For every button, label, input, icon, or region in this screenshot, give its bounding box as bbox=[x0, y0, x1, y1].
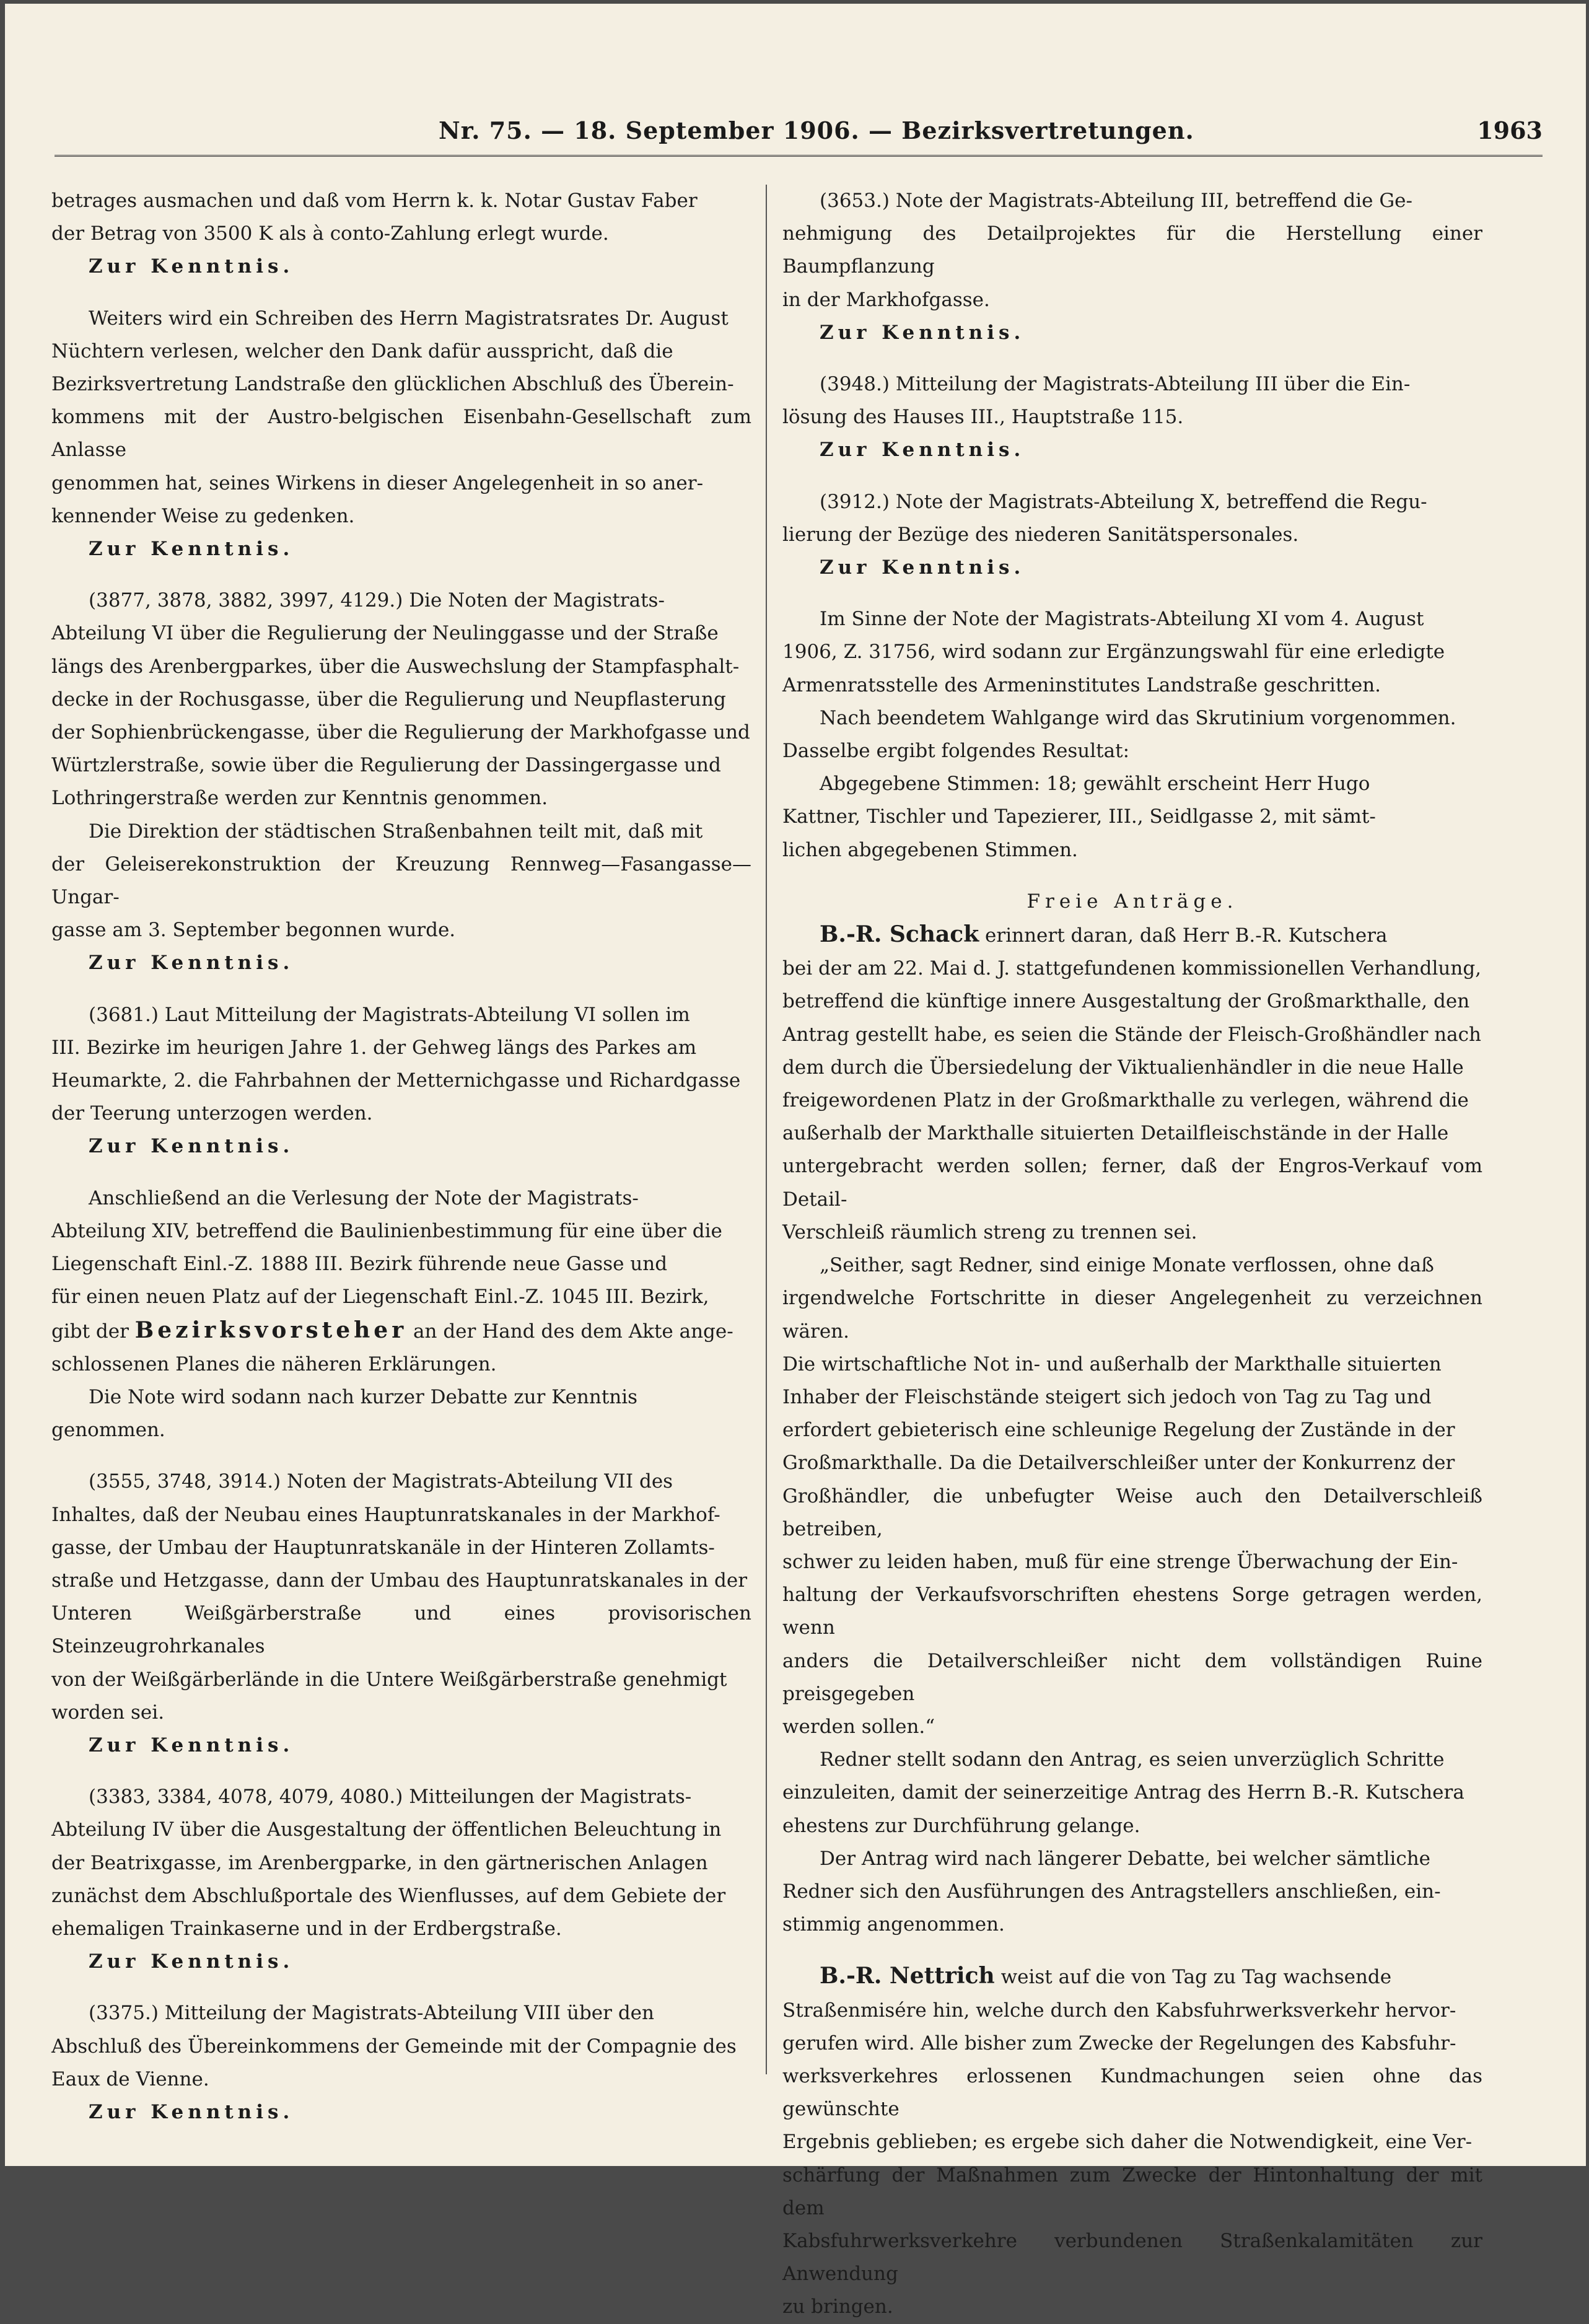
text-line: bei der am 22. Mai d. J. stattgefundenen kommissionellen Verhandlung, bbox=[782, 957, 1482, 980]
column-divider bbox=[766, 185, 767, 2074]
text-line: dem durch die Übersiedelung der Viktualienhändler in die neue Halle bbox=[782, 1056, 1464, 1079]
text-line: anders die Detailverschleißer nicht dem vollständigen Ruine preisgegeben bbox=[782, 1649, 1482, 1705]
text-line: haltung der Verkaufsvorschriften ehestens Sorge getragen werden, wenn bbox=[782, 1584, 1482, 1639]
text-line: „Seither, sagt Redner, sind einige Monate verflossen, ohne daß bbox=[820, 1254, 1434, 1277]
document-page bbox=[5, 4, 1586, 2318]
text-line: stimmig angenommen. bbox=[782, 1913, 1005, 1936]
text-line: genommen hat, seines Wirkens in dieser Angelegenheit in so aner- bbox=[51, 471, 704, 494]
text-line: (3375.) Mitteilung der Magistrats-Abteilung VIII über den bbox=[89, 2002, 654, 2025]
text-line: werksverkehres erlossenen Kundmachungen seien ohne das gewünschte bbox=[782, 2064, 1482, 2121]
text-line: ehemaligen Trainkaserne und in der Erdbergstraße. bbox=[51, 1917, 562, 1940]
text-line: Weiters wird ein Schreiben des Herrn Magistratsrates Dr. August bbox=[89, 307, 729, 330]
text-line: Unteren Weißgärberstraße und eines provisorischen Steinzeugrohrkanales bbox=[51, 1602, 751, 1658]
left-column bbox=[51, 185, 751, 2129]
text-line: erfordert gebieterisch eine schleunige Regelung der Zustände in der bbox=[782, 1419, 1455, 1442]
text-line: betrages ausmachen und daß vom Herrn k. k. Notar Gustav Faber bbox=[51, 190, 698, 212]
text-line: Kattner, Tischler und Tapezierer, III., Seidlgasse 2, mit sämt- bbox=[782, 805, 1376, 828]
text-line: straße und Hetzgasse, dann der Umbau des Hauptunratskanales in der bbox=[51, 1569, 748, 1592]
text-line: ehestens zur Durchführung gelange. bbox=[782, 1814, 1140, 1837]
bezirksvorsteher-emphasis: Bezirksvorsteher bbox=[134, 1317, 408, 1343]
text-line: schärfung der Maßnahmen zum Zwecke der Hintonhaltung der mit dem bbox=[782, 2164, 1482, 2219]
text-line: freigewordenen Platz in der Großmarkthalle zu verlegen, während die bbox=[782, 1089, 1469, 1112]
text-line bbox=[51, 1314, 751, 1348]
text-line: decke in der Rochusgasse, über die Regulierung und Neupflasterung bbox=[51, 688, 726, 711]
text-line: kommens mit der Austro-belgischen Eisenbahn-Gesellschaft zum Anlasse bbox=[51, 406, 751, 462]
text-line: Antrag gestellt habe, es seien die Stände der Fleisch-Großhändler nach bbox=[782, 1023, 1481, 1046]
text-line: einzuleiten, damit der seinerzeitige Antrag des Herrn B.-R. Kutschera bbox=[782, 1781, 1464, 1804]
text-line: Die Direktion der städtischen Straßenbahnen teilt mit, daß mit bbox=[89, 820, 703, 843]
page-header bbox=[55, 116, 1543, 154]
running-title: Nr. 75. — 18. September 1906. — Bezirksvertretungen. bbox=[439, 116, 1194, 144]
kenntnis-line: Zur Kenntnis. bbox=[820, 556, 1025, 579]
text-line: (3681.) Laut Mitteilung der Magistrats-Abteilung VI sollen im bbox=[89, 1003, 690, 1026]
text-line: lierung der Bezüge des niederen Sanitätspersonales. bbox=[782, 523, 1299, 546]
text-line: (3555, 3748, 3914.) Noten der Magistrats-Abteilung VII des bbox=[89, 1470, 673, 1493]
text-line: Nach beendetem Wahlgange wird das Skrutinium vorgenommen. bbox=[820, 706, 1456, 729]
text-line: untergebracht werden sollen; ferner, daß der Engros-Verkauf vom Detail- bbox=[782, 1155, 1482, 1211]
text-line: Die Note wird sodann nach kurzer Debatte zur Kenntnis bbox=[89, 1385, 638, 1408]
kenntnis-line: Zur Kenntnis. bbox=[89, 1734, 294, 1756]
text-line: in der Markhofgasse. bbox=[782, 288, 990, 311]
text-line: Abteilung XIV, betreffend die Baulinienbestimmung für eine über die bbox=[51, 1219, 722, 1242]
text-fragment: gibt der bbox=[51, 1320, 129, 1343]
text-line: lichen abgegebenen Stimmen. bbox=[782, 838, 1078, 861]
text-line: Würtzlerstraße, sowie über die Regulierung der Dassingergasse und bbox=[51, 754, 721, 777]
text-line: III. Bezirke im heurigen Jahre 1. der Gehweg längs des Parkes am bbox=[51, 1036, 697, 1059]
text-line: Ergebnis geblieben; es ergebe sich daher die Notwendigkeit, eine Ver- bbox=[782, 2131, 1473, 2154]
text-fragment: an der Hand des dem Akte ange- bbox=[413, 1320, 733, 1343]
text-line: Kabsfuhrwerksverkehre verbundenen Straßenkalamitäten zur Anwendung bbox=[782, 2229, 1482, 2286]
text-line: 1906, Z. 31756, wird sodann zur Ergänzungswahl für eine erledigte bbox=[782, 641, 1445, 664]
header-rule bbox=[55, 155, 1543, 163]
text-line: lösung des Hauses III., Hauptstraße 115. bbox=[782, 406, 1184, 429]
page-number: 1963 bbox=[1477, 116, 1543, 144]
text-line: werden sollen.“ bbox=[782, 1715, 935, 1738]
text-line: Redner sich den Ausführungen des Antragstellers anschließen, ein- bbox=[782, 1880, 1441, 1903]
text-line: Straßenmisére hin, welche durch den Kabsfuhrwerksverkehr hervor- bbox=[782, 1999, 1456, 2022]
text-line: der Teerung unterzogen werden. bbox=[51, 1102, 373, 1125]
text-line: außerhalb der Markthalle situierten Detailfleischstände in der Halle bbox=[782, 1122, 1449, 1145]
speaker-name: B.-R. Nettrich bbox=[820, 1963, 995, 1989]
text-line: Inhaltes, daß der Neubau eines Hauptunratskanales in der Markhof- bbox=[51, 1503, 720, 1526]
text-line: der Sophienbrückengasse, über die Regulierung der Markhofgasse und bbox=[51, 721, 750, 744]
text-line: gasse am 3. September begonnen wurde. bbox=[51, 919, 456, 942]
right-column bbox=[782, 185, 1482, 2324]
text-line: Der Antrag wird nach längerer Debatte, bei welcher sämtliche bbox=[820, 1847, 1431, 1870]
text-line: für einen neuen Platz auf der Liegenschaft Einl.-Z. 1045 III. Bezirk, bbox=[51, 1286, 709, 1309]
text-line: Großhändler, die unbefugter Weise auch den Detailverschleiß betreiben, bbox=[782, 1484, 1482, 1540]
text-line: der Beatrixgasse, im Arenbergparke, in den gärtnerischen Anlagen bbox=[51, 1851, 708, 1874]
section-heading: Freie Anträge. bbox=[1027, 890, 1238, 913]
text-line: der Geleiserekonstruktion der Kreuzung Rennweg—Fasangasse—Ungar- bbox=[51, 853, 751, 909]
text-line: Heumarkte, 2. die Fahrbahnen der Metternichgasse und Richardgasse bbox=[51, 1069, 741, 1092]
text-line: gasse, der Umbau der Hauptunratskanäle in der Hinteren Zollamts- bbox=[51, 1536, 715, 1559]
text-line: Abteilung VI über die Regulierung der Neulinggasse und der Straße bbox=[51, 622, 719, 645]
text-line: Abteilung IV über die Ausgestaltung der öffentlichen Beleuchtung in bbox=[51, 1818, 722, 1841]
text-line: Armenratsstelle des Armeninstitutes Landstraße geschritten. bbox=[782, 673, 1381, 696]
text-line: Nüchtern verlesen, welcher den Dank dafür ausspricht, daß die bbox=[51, 340, 673, 362]
kenntnis-line: Zur Kenntnis. bbox=[89, 2100, 294, 2123]
text-line: zunächst dem Abschlußportale des Wienflusses, auf dem Gebiete der bbox=[51, 1884, 726, 1907]
kenntnis-line: Zur Kenntnis. bbox=[89, 538, 294, 561]
text-line: nehmigung des Detailprojektes für die Herstellung einer Baumpflanzung bbox=[782, 222, 1482, 278]
text-line: schlossenen Planes die näheren Erklärungen. bbox=[51, 1353, 497, 1375]
text-line: Die wirtschaftliche Not in- und außerhalb der Markthalle situierten bbox=[782, 1353, 1442, 1375]
text-line: Bezirksvertretung Landstraße den glücklichen Abschluß des Überein- bbox=[51, 373, 734, 396]
text-line: betreffend die künftige innere Ausgestaltung der Großmarkthalle, den bbox=[782, 990, 1470, 1013]
text-line: (3877, 3878, 3882, 3997, 4129.) Die Noten der Magistrats- bbox=[89, 589, 665, 612]
text-line: Dasselbe ergibt folgendes Resultat: bbox=[782, 740, 1130, 763]
kenntnis-line: Zur Kenntnis. bbox=[89, 1950, 294, 1973]
text-line: Liegenschaft Einl.-Z. 1888 III. Bezirk führende neue Gasse und bbox=[51, 1253, 668, 1276]
speaker-name: B.-R. Schack bbox=[820, 921, 979, 948]
text-line: der Betrag von 3500 K als à conto-Zahlung erlegt wurde. bbox=[51, 222, 609, 245]
kenntnis-line: Zur Kenntnis. bbox=[820, 439, 1025, 462]
text-line bbox=[782, 1960, 1482, 1994]
text-line: Im Sinne der Note der Magistrats-Abteilung XI vom 4. August bbox=[820, 608, 1424, 631]
text-line: kennender Weise zu gedenken. bbox=[51, 504, 355, 527]
text-line: Anschließend an die Verlesung der Note der Magistrats- bbox=[89, 1186, 639, 1209]
text-line: (3912.) Note der Magistrats-Abteilung X, betreffend die Regu- bbox=[820, 490, 1427, 513]
text-line: Großmarkthalle. Da die Detailverschleißer unter der Konkurrenz der bbox=[782, 1452, 1455, 1475]
kenntnis-line: Zur Kenntnis. bbox=[89, 1135, 294, 1158]
text-line bbox=[782, 918, 1482, 952]
text-line: zu bringen. bbox=[782, 2295, 893, 2318]
text-line: (3653.) Note der Magistrats-Abteilung III, betreffend die Ge- bbox=[820, 190, 1412, 212]
text-fragment: weist auf die von Tag zu Tag wachsende bbox=[1000, 1966, 1392, 1989]
text-line: von der Weißgärberlände in die Untere Weißgärberstraße genehmigt bbox=[51, 1668, 727, 1691]
text-line: worden sei. bbox=[51, 1701, 165, 1724]
text-line: (3948.) Mitteilung der Magistrats-Abteilung III über die Ein- bbox=[820, 373, 1411, 396]
text-line: Redner stellt sodann den Antrag, es seien unverzüglich Schritte bbox=[820, 1748, 1445, 1771]
text-line: genommen. bbox=[51, 1419, 165, 1442]
kenntnis-line: Zur Kenntnis. bbox=[820, 321, 1025, 344]
text-line: irgendwelche Fortschritte in dieser Angelegenheit zu verzeichnen wären. bbox=[782, 1287, 1482, 1343]
text-line: schwer zu leiden haben, muß für eine strenge Überwachung der Ein- bbox=[782, 1550, 1458, 1573]
text-line: Abgegebene Stimmen: 18; gewählt erscheint Herr Hugo bbox=[820, 773, 1370, 796]
text-line: längs des Arenbergparkes, über die Auswechslung der Stampfasphalt- bbox=[51, 655, 740, 678]
text-line: Verschleiß räumlich streng zu trennen sei. bbox=[782, 1221, 1197, 1243]
text-line: Eaux de Vienne. bbox=[51, 2067, 209, 2090]
kenntnis-line: Zur Kenntnis. bbox=[89, 952, 294, 975]
text-line: gerufen wird. Alle bisher zum Zwecke der Regelungen des Kabsfuhr- bbox=[782, 2032, 1456, 2054]
kenntnis-line: Zur Kenntnis. bbox=[89, 255, 294, 278]
text-line: Inhaber der Fleischstände steigert sich jedoch von Tag zu Tag und bbox=[782, 1385, 1432, 1408]
text-line: Lothringerstraße werden zur Kenntnis genommen. bbox=[51, 787, 548, 810]
text-line: Abschluß des Übereinkommens der Gemeinde mit der Compagnie des bbox=[51, 2035, 737, 2058]
text-fragment: erinnert daran, daß Herr B.-R. Kutschera bbox=[985, 924, 1388, 947]
text-line: (3383, 3384, 4078, 4079, 4080.) Mitteilungen der Magistrats- bbox=[89, 1786, 692, 1809]
